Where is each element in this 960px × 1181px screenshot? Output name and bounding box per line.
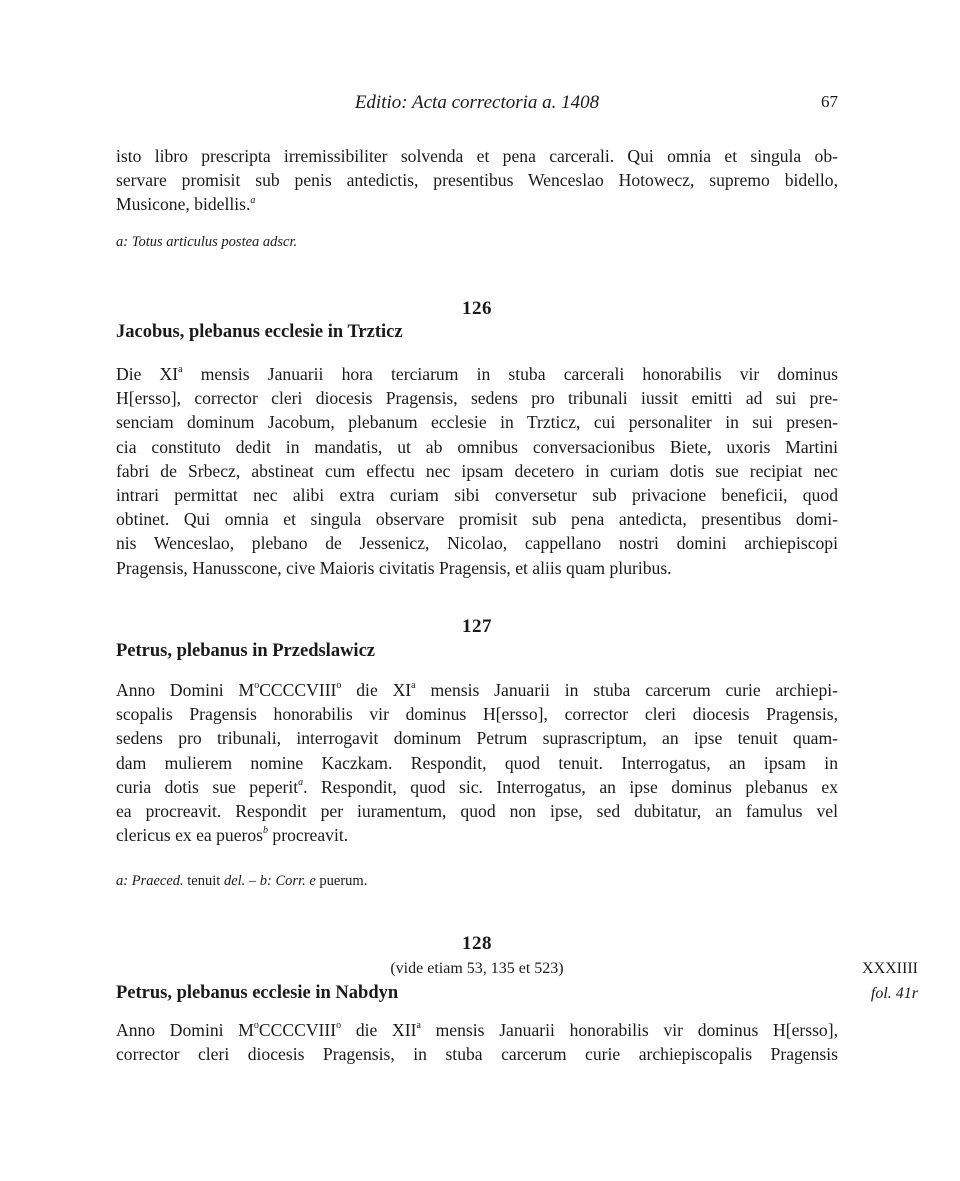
entry-body bbox=[116, 362, 838, 580]
text-line: Anno Domini $M^oCCCCVIII^o$ die XII$^a$ mensis Januarii honorabilis vir dominus H[ersso], bbox=[116, 1020, 838, 1040]
text-line: ea procreavit. Respondit per iuramentum, quod non ipse, sed dubitatur, an famulus vel bbox=[116, 801, 838, 822]
text-line: intrari permittat nec alibi extra curiam sibi conversetur sub privacione beneficii, quod bbox=[116, 485, 838, 506]
entry-heading: Jacobus, plebanus ecclesie in Trzticz bbox=[116, 322, 403, 342]
cross-reference: (vide etiam 53, 135 et 523) bbox=[390, 960, 564, 977]
footnote: a: Praeced. tenuit del. – b: Corr. e puerum. bbox=[116, 873, 368, 889]
text-line: Pragensis, Hanusscone, cive Maioris civitatis Pragensis, et aliis quam pluribus. bbox=[116, 557, 672, 578]
running-title: Editio: Acta correctoria a. 1408 bbox=[354, 92, 600, 113]
text-line: corrector cleri diocesis Pragensis, in stuba carcerum curie archiepiscopalis Pragensis bbox=[116, 1044, 838, 1065]
text-line: fabri de Srbecz, abstineat cum effectu nec ipsam decetero in curiam dotis sue recipiat nec bbox=[116, 460, 838, 481]
text-line: Die $XI^a$ mensis Januarii hora terciarum in stuba carcerali honorabilis vir dominus bbox=[116, 364, 838, 384]
footnote-ref: a bbox=[298, 776, 304, 788]
text-line: clericus ex ea pueros$^b$ procreavit. bbox=[116, 825, 349, 846]
text-line: cia constituto dedit in mandatis, ut ab omnibus conversacionibus Biete, uxoris Martini bbox=[116, 436, 838, 457]
text-line: sedens pro tribunali, interrogavit dominum Petrum suprascriptum, an ipse tenuit quam- bbox=[116, 728, 838, 749]
footnote: a: Totus articulus postea adscr. bbox=[116, 234, 298, 250]
text-line: obtinet. Qui omnia et singula observare promisit sub pena antedicta, presentibus domi- bbox=[116, 509, 838, 530]
text-line: senciam dominum Jacobum, plebanum ecclesie in Trzticz, cui personaliter in sui presen- bbox=[116, 412, 838, 433]
text-line: nis Wenceslao, plebano de Jessenicz, Nicolao, cappellano nostri domini archiepiscopi bbox=[116, 533, 838, 554]
margin-folio-ref: fol. 41r bbox=[870, 985, 918, 1002]
entry-body bbox=[116, 1018, 838, 1066]
margin-folio-number: XXXIIII bbox=[862, 960, 918, 977]
text-line: Musicone, bidellis.$^a$ bbox=[116, 194, 256, 215]
entry-body bbox=[116, 678, 838, 847]
text-line: Anno Domini $M^oCCCCVIII^o$ die $XI^a$ mensis Januarii in stuba carcerum curie archiepi- bbox=[116, 680, 838, 700]
running-head bbox=[116, 92, 838, 118]
text-line: curia dotis sue peperit$^a$. Respondit, quod sic. Interrogatus, an ipse dominus plebanus ex bbox=[116, 776, 838, 797]
text-line: isto libro prescripta irremissibiliter solvenda et pena carcerali. Qui omnia et singula ob- bbox=[116, 146, 838, 166]
text-line: H[ersso], corrector cleri diocesis Pragensis, sedens pro tribunali iussit emitti ad sui pre- bbox=[116, 388, 838, 409]
entry-heading: Petrus, plebanus ecclesie in Nabdyn bbox=[116, 983, 399, 1003]
intro-paragraph bbox=[116, 144, 838, 217]
footnote-ref: b bbox=[263, 825, 269, 837]
page-number: 67 bbox=[821, 92, 838, 111]
entry-number: 126 bbox=[462, 298, 492, 319]
text-line: servare promisit sub penis antedictis, presentibus Wenceslao Hotowecz, supremo bidello, bbox=[116, 170, 838, 191]
entry-heading: Petrus, plebanus in Przedslawicz bbox=[116, 641, 375, 661]
text-line: scopalis Pragensis honorabilis vir dominus H[ersso], corrector cleri diocesis Pragensis, bbox=[116, 704, 838, 725]
footnote-ref: a bbox=[250, 194, 256, 206]
text-line: dam mulierem nomine Kaczkam. Respondit, quod tenuit. Interrogatus, an ipsam in bbox=[116, 752, 838, 773]
entry-number: 127 bbox=[462, 616, 492, 637]
entry-number: 128 bbox=[462, 933, 492, 954]
